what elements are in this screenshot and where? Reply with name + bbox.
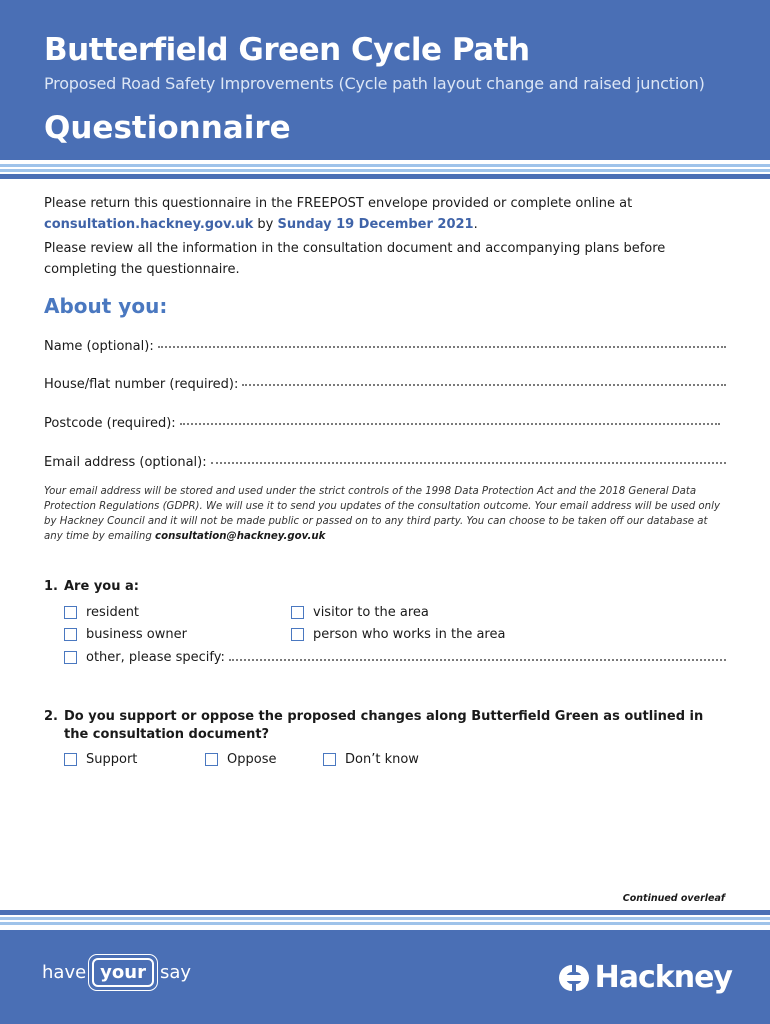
header-banner xyxy=(0,0,770,160)
privacy-email-link[interactable]: consultation@hackney.gov.uk xyxy=(155,531,326,542)
privacy-text: Your email address will be stored and used under the strict controls of the 1998 Data Protection Act and the 2018 General Data Protection Regulations (GDPR). We will use it to send you updates of the consultation outcome. Your email address will be used only by Hackney Council and it will not be made public or passed on to any third party. You can choose to be taken off our database at any time by emailing xyxy=(44,486,720,542)
logo-say: say xyxy=(159,962,192,983)
logo-have: have xyxy=(42,962,87,983)
option-support-label: Support xyxy=(86,752,138,767)
intro-by: by xyxy=(253,217,278,232)
question-2-line-2: the consultation document? xyxy=(64,727,270,742)
option-other[interactable] xyxy=(64,650,726,665)
option-worker-label: person who works in the area xyxy=(313,627,506,642)
page-title: Butterfield Green Cycle Path xyxy=(44,32,530,68)
email-label: Email address (optional): xyxy=(44,455,207,470)
continued-overleaf-note: Continued overleaf xyxy=(622,893,725,904)
question-1-number: 1. xyxy=(44,579,58,594)
option-visitor-label: visitor to the area xyxy=(313,605,429,620)
checkbox-icon[interactable] xyxy=(64,753,77,766)
deadline-date: Sunday 19 December 2021 xyxy=(277,217,474,232)
option-worker[interactable] xyxy=(291,627,505,642)
house-input-line[interactable] xyxy=(242,376,726,386)
consultation-link[interactable]: consultation.hackney.gov.uk xyxy=(44,217,254,232)
option-dont-know[interactable] xyxy=(323,752,419,767)
email-input-line[interactable] xyxy=(211,454,726,464)
logo-your: your xyxy=(92,958,154,987)
option-support[interactable] xyxy=(64,752,137,767)
review-paragraph: Please review all the information in the consultation document and accompanying plans before completing the questionnaire. xyxy=(44,241,666,277)
other-specify-input-line[interactable] xyxy=(229,651,726,661)
option-oppose[interactable] xyxy=(205,752,276,767)
header-stripe xyxy=(0,174,770,179)
checkbox-icon[interactable] xyxy=(205,753,218,766)
intro-paragraph xyxy=(44,193,734,235)
checkbox-icon[interactable] xyxy=(64,606,77,619)
name-field[interactable] xyxy=(44,339,726,354)
question-2 xyxy=(44,708,703,744)
hackney-mark-icon xyxy=(557,963,591,993)
have-your-say-logo xyxy=(42,958,191,987)
option-dont-know-label: Don’t know xyxy=(345,752,419,767)
house-field[interactable] xyxy=(44,377,726,392)
about-you-heading: About you: xyxy=(44,294,168,318)
question-2-number: 2. xyxy=(44,709,58,724)
question-2-text xyxy=(64,708,703,744)
option-resident[interactable] xyxy=(64,605,139,620)
question-1-text: Are you a: xyxy=(64,579,139,594)
checkbox-icon[interactable] xyxy=(64,651,77,664)
option-business-owner-label: business owner xyxy=(86,627,187,642)
checkbox-icon[interactable] xyxy=(291,628,304,641)
privacy-notice xyxy=(44,484,728,544)
name-input-line[interactable] xyxy=(158,338,726,348)
checkbox-icon[interactable] xyxy=(291,606,304,619)
email-field[interactable] xyxy=(44,455,726,470)
document-title: Questionnaire xyxy=(44,110,291,146)
name-label: Name (optional): xyxy=(44,339,154,354)
postcode-label: Postcode (required): xyxy=(44,416,176,431)
option-other-label: other, please specify: xyxy=(86,650,225,665)
option-oppose-label: Oppose xyxy=(227,752,277,767)
option-visitor[interactable] xyxy=(291,605,429,620)
question-1 xyxy=(44,578,139,596)
checkbox-icon[interactable] xyxy=(323,753,336,766)
postcode-input-line[interactable] xyxy=(180,415,720,425)
option-business-owner[interactable] xyxy=(64,627,187,642)
question-2-line-1: Do you support or oppose the proposed changes along Butterfield Green as outlined in xyxy=(64,709,704,724)
house-label: House/flat number (required): xyxy=(44,377,239,392)
page-subtitle: Proposed Road Safety Improvements (Cycle path layout change and raised junction) xyxy=(44,74,705,93)
hackney-wordmark: Hackney xyxy=(594,960,732,995)
hackney-logo xyxy=(557,960,732,995)
intro-text: Please return this questionnaire in the FREEPOST envelope provided or complete online at xyxy=(44,196,633,211)
checkbox-icon[interactable] xyxy=(64,628,77,641)
option-resident-label: resident xyxy=(86,605,140,620)
intro-period: . xyxy=(473,217,478,232)
postcode-field[interactable] xyxy=(44,416,726,431)
